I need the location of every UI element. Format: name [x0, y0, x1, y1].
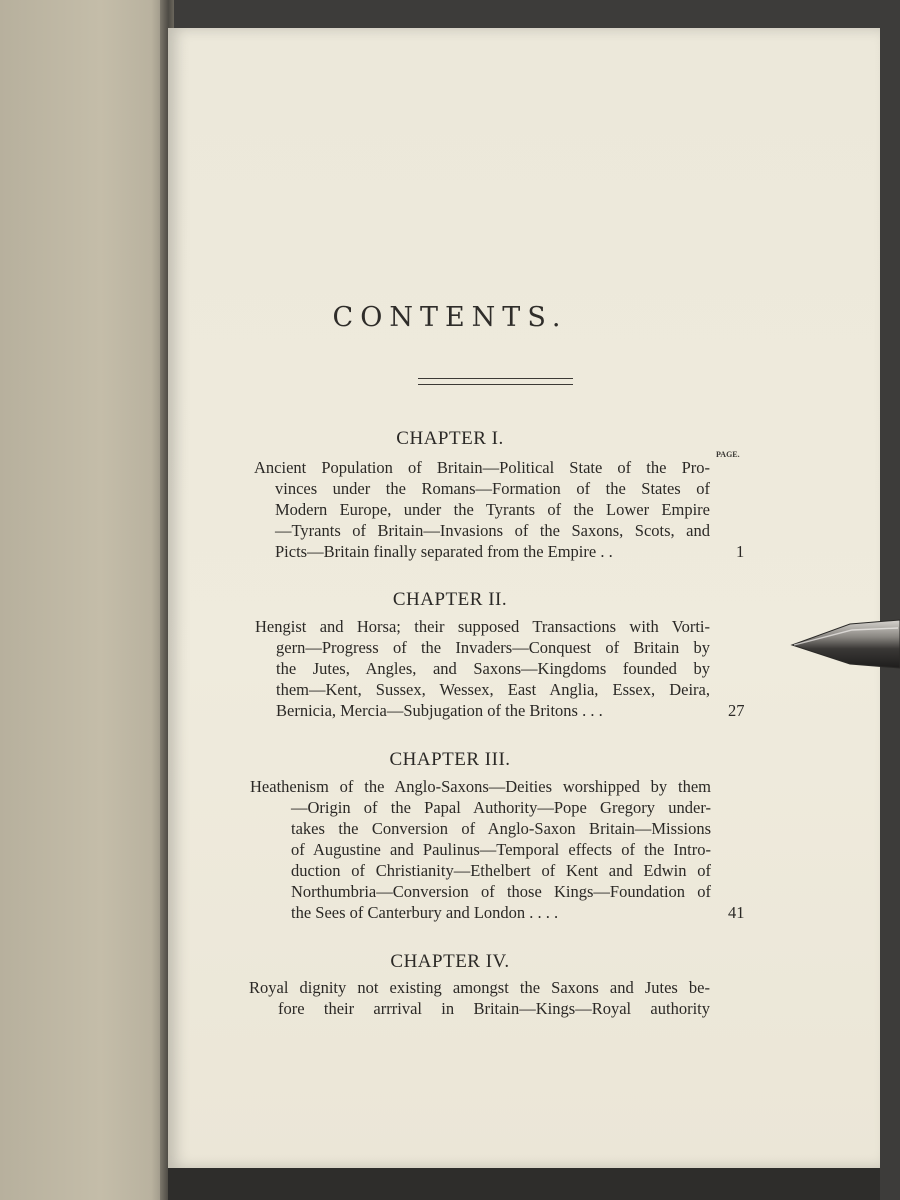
chapter-summary-line: duction of Christianity—Ethelbert of Kent and Edwin of [291, 861, 711, 880]
chapter-summary-line: Royal dignity not existing amongst the Saxons and Jutes be- [249, 978, 710, 997]
pen-nib-icon [790, 618, 900, 670]
chapter-heading: CHAPTER III. [389, 749, 511, 770]
chapter-summary-line: Bernicia, Mercia—Subjugation of the Britons . . . [276, 701, 603, 720]
chapter-summary-line: vinces under the Romans—Formation of the States of [275, 479, 710, 498]
chapter-heading: CHAPTER II. [392, 589, 508, 610]
page-column-label: PAGE. [716, 450, 740, 459]
chapter-summary-line: the Sees of Canterbury and London . . . . [291, 903, 559, 922]
page-number: 27 [728, 701, 745, 720]
chapter-summary-line: of Augustine and Paulinus—Temporal effects of the Intro- [291, 840, 711, 859]
chapter-summary-line: —Tyrants of Britain—Invasions of the Saxons, Scots, and [275, 521, 710, 540]
chapter-summary-line: —Origin of the Papal Authority—Pope Gregory under- [291, 798, 711, 817]
chapter-summary-line: them—Kent, Sussex, Wessex, East Anglia, Essex, Deira, [276, 680, 710, 699]
chapter-summary-line: Hengist and Horsa; their supposed Transactions with Vorti- [255, 617, 710, 636]
contents-title: CONTENTS. [332, 302, 568, 333]
chapter-summary-line: Ancient Population of Britain—Political State of the Pro- [254, 458, 710, 477]
chapter-summary-line: gern—Progress of the Invaders—Conquest of Britain by [276, 638, 710, 657]
chapter-summary-line: fore their arrrival in Britain—Kings—Royal authority [278, 999, 710, 1018]
page-number: 41 [728, 903, 745, 922]
chapter-summary-line: Picts—Britain finally separated from the Empire . . [275, 542, 613, 561]
page-number: 1 [736, 542, 745, 561]
chapter-summary-line: Northumbria—Conversion of those Kings—Foundation of [291, 882, 711, 901]
chapter-summary-line: the Jutes, Angles, and Saxons—Kingdoms founded by [276, 659, 710, 678]
chapter-heading: CHAPTER I. [396, 428, 504, 449]
chapter-heading: CHAPTER IV. [390, 951, 510, 972]
chapter-summary-line: Heathenism of the Anglo-Saxons—Deities worshipped by them [250, 777, 711, 796]
chapter-summary-line: takes the Conversion of Anglo-Saxon Britain—Missions [291, 819, 711, 838]
chapter-summary-line: Modern Europe, under the Tyrants of the Lower Empire [275, 500, 710, 519]
